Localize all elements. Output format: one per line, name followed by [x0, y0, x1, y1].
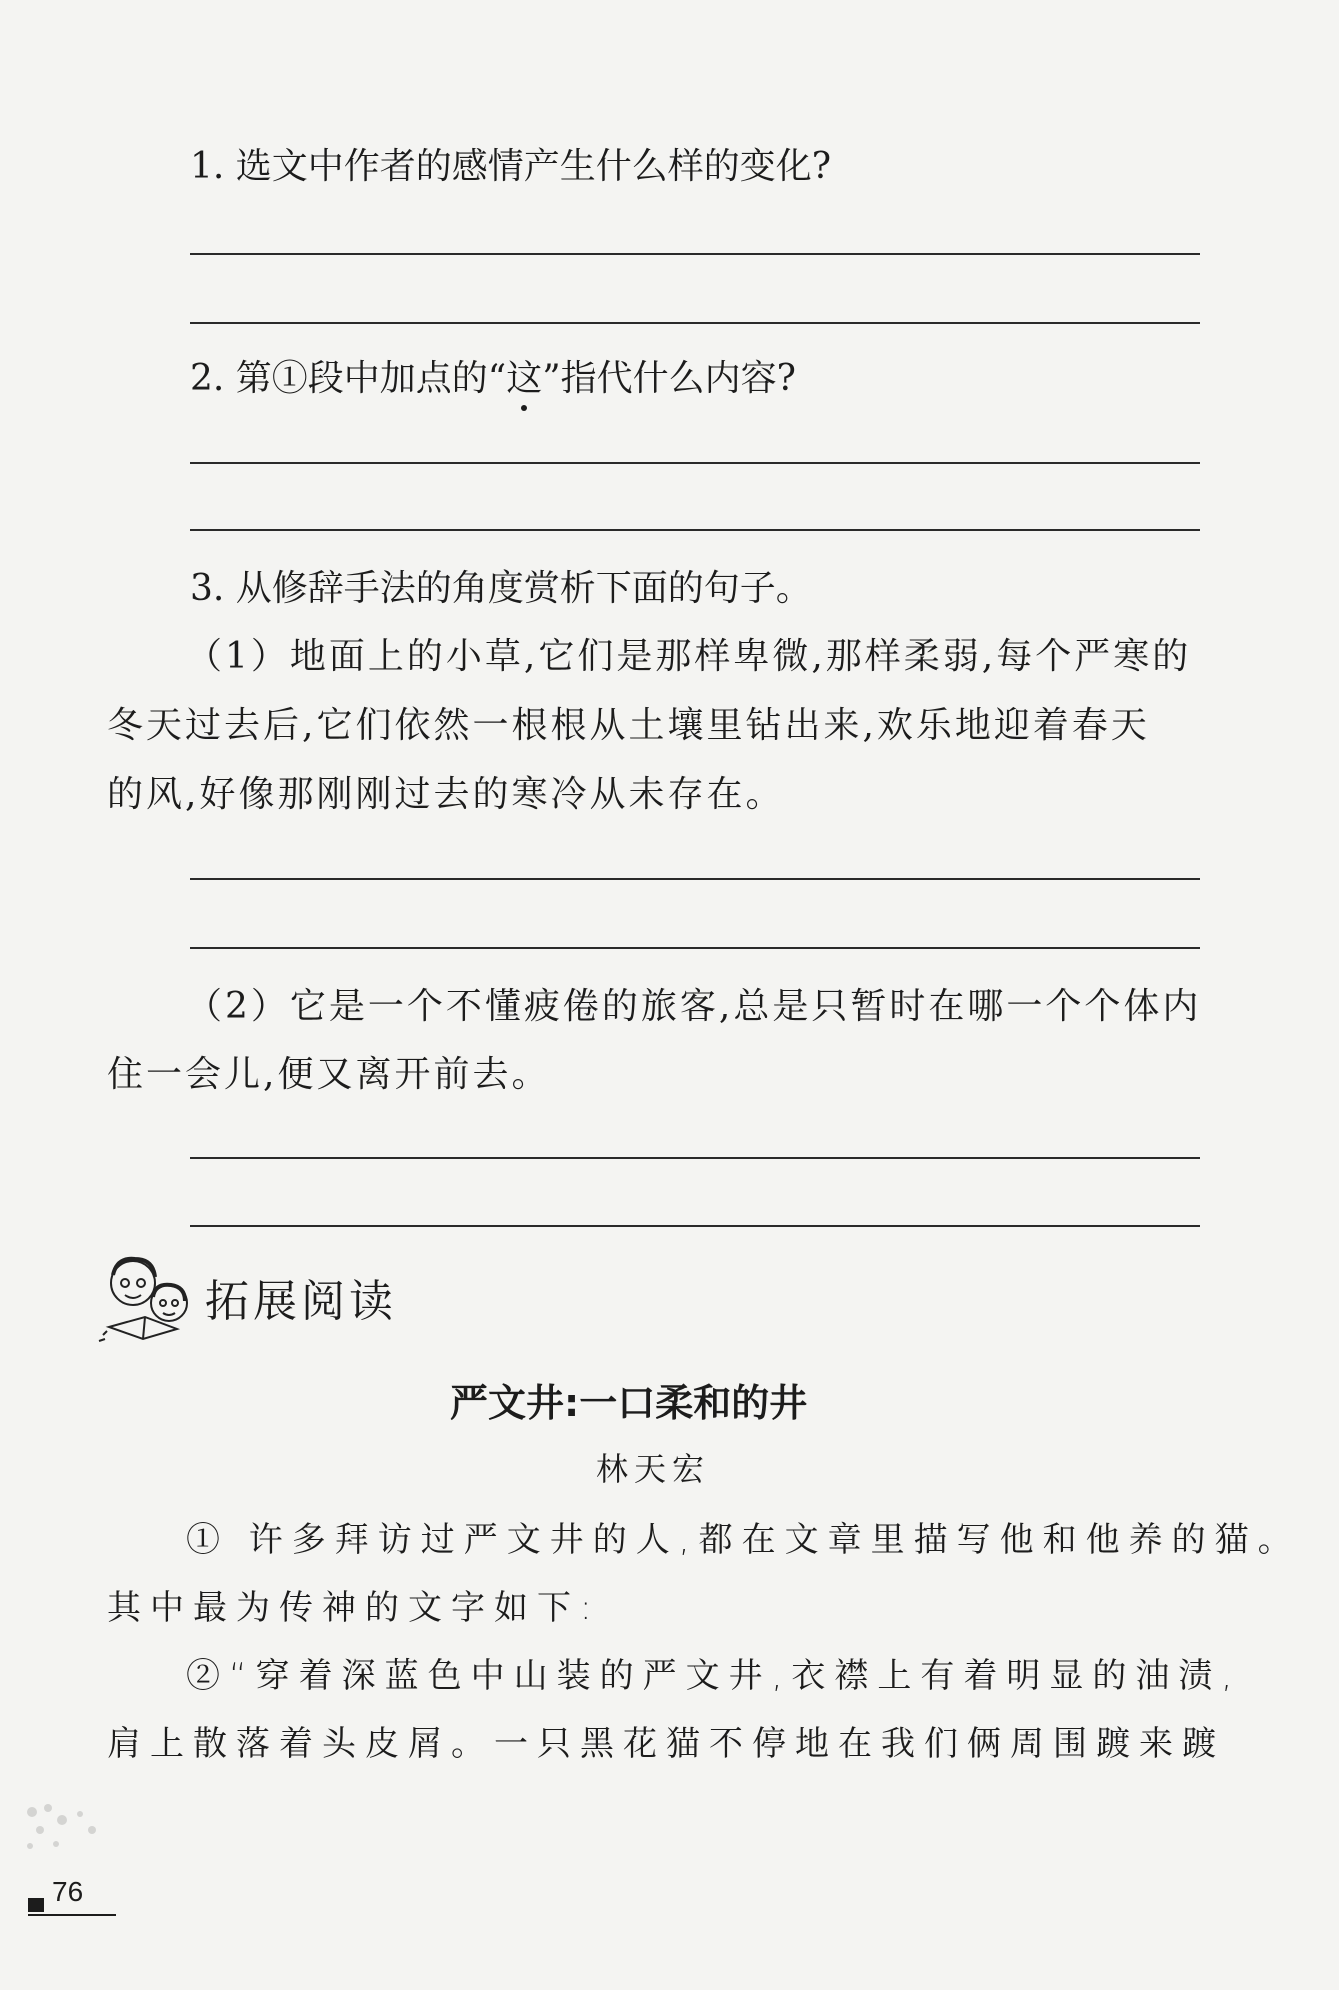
article-paragraph-1-line-1: ① 许多拜访过严文井的人,都在文章里描写他和他养的猫。	[186, 1520, 1301, 1560]
article-paragraph-2-line-2: 肩上散落着头皮屑。一只黑花猫不停地在我们俩周围踱来踱	[107, 1724, 1225, 1764]
question-1: 1. 选文中作者的感情产生什么样的变化?	[190, 146, 832, 187]
question-2-prefix: 2. 第①段中加点的“	[190, 358, 507, 399]
question-2-suffix: ”指代什么内容?	[542, 358, 796, 399]
answer-line	[190, 462, 1200, 464]
answer-line	[190, 947, 1200, 949]
answer-line	[190, 1157, 1200, 1159]
answer-line	[190, 1225, 1200, 1227]
page-number-marker	[28, 1898, 44, 1912]
emphasis-dotted-char: 这	[506, 350, 542, 401]
section-title: 拓展阅读	[205, 1276, 397, 1327]
two-kids-reading-icon	[95, 1245, 205, 1345]
corner-decoration	[22, 1800, 112, 1860]
answer-line	[190, 253, 1200, 255]
article-paragraph-2-line-1: ②“穿着深蓝色中山装的严文井,衣襟上有着明显的油渍,	[186, 1656, 1242, 1696]
answer-line	[190, 529, 1200, 531]
article-title: 严文井:一口柔和的井	[450, 1381, 808, 1425]
page-number-underline	[28, 1914, 116, 1916]
answer-line	[190, 322, 1200, 324]
question-3: 3. 从修辞手法的角度赏析下面的句子。	[190, 568, 812, 609]
sentence-1-line-3: 的风,好像那刚刚过去的寒冷从未存在。	[107, 774, 785, 815]
answer-line	[190, 878, 1200, 880]
sentence-2-line-1: （2）它是一个不懂疲倦的旅客,总是只暂时在哪一个个体内	[186, 986, 1202, 1027]
article-author: 林天宏	[596, 1450, 711, 1488]
page-number: 76	[52, 1876, 84, 1907]
sentence-1-line-2: 冬天过去后,它们依然一根根从土壤里钻出来,欢乐地迎着春天	[107, 705, 1150, 746]
question-2	[190, 350, 796, 401]
sentence-2-line-2: 住一会儿,便又离开前去。	[107, 1054, 551, 1095]
article-paragraph-1-line-2: 其中最为传神的文字如下:	[107, 1588, 601, 1628]
sentence-1-line-1: （1）地面上的小草,它们是那样卑微,那样柔弱,每个严寒的	[186, 636, 1192, 677]
